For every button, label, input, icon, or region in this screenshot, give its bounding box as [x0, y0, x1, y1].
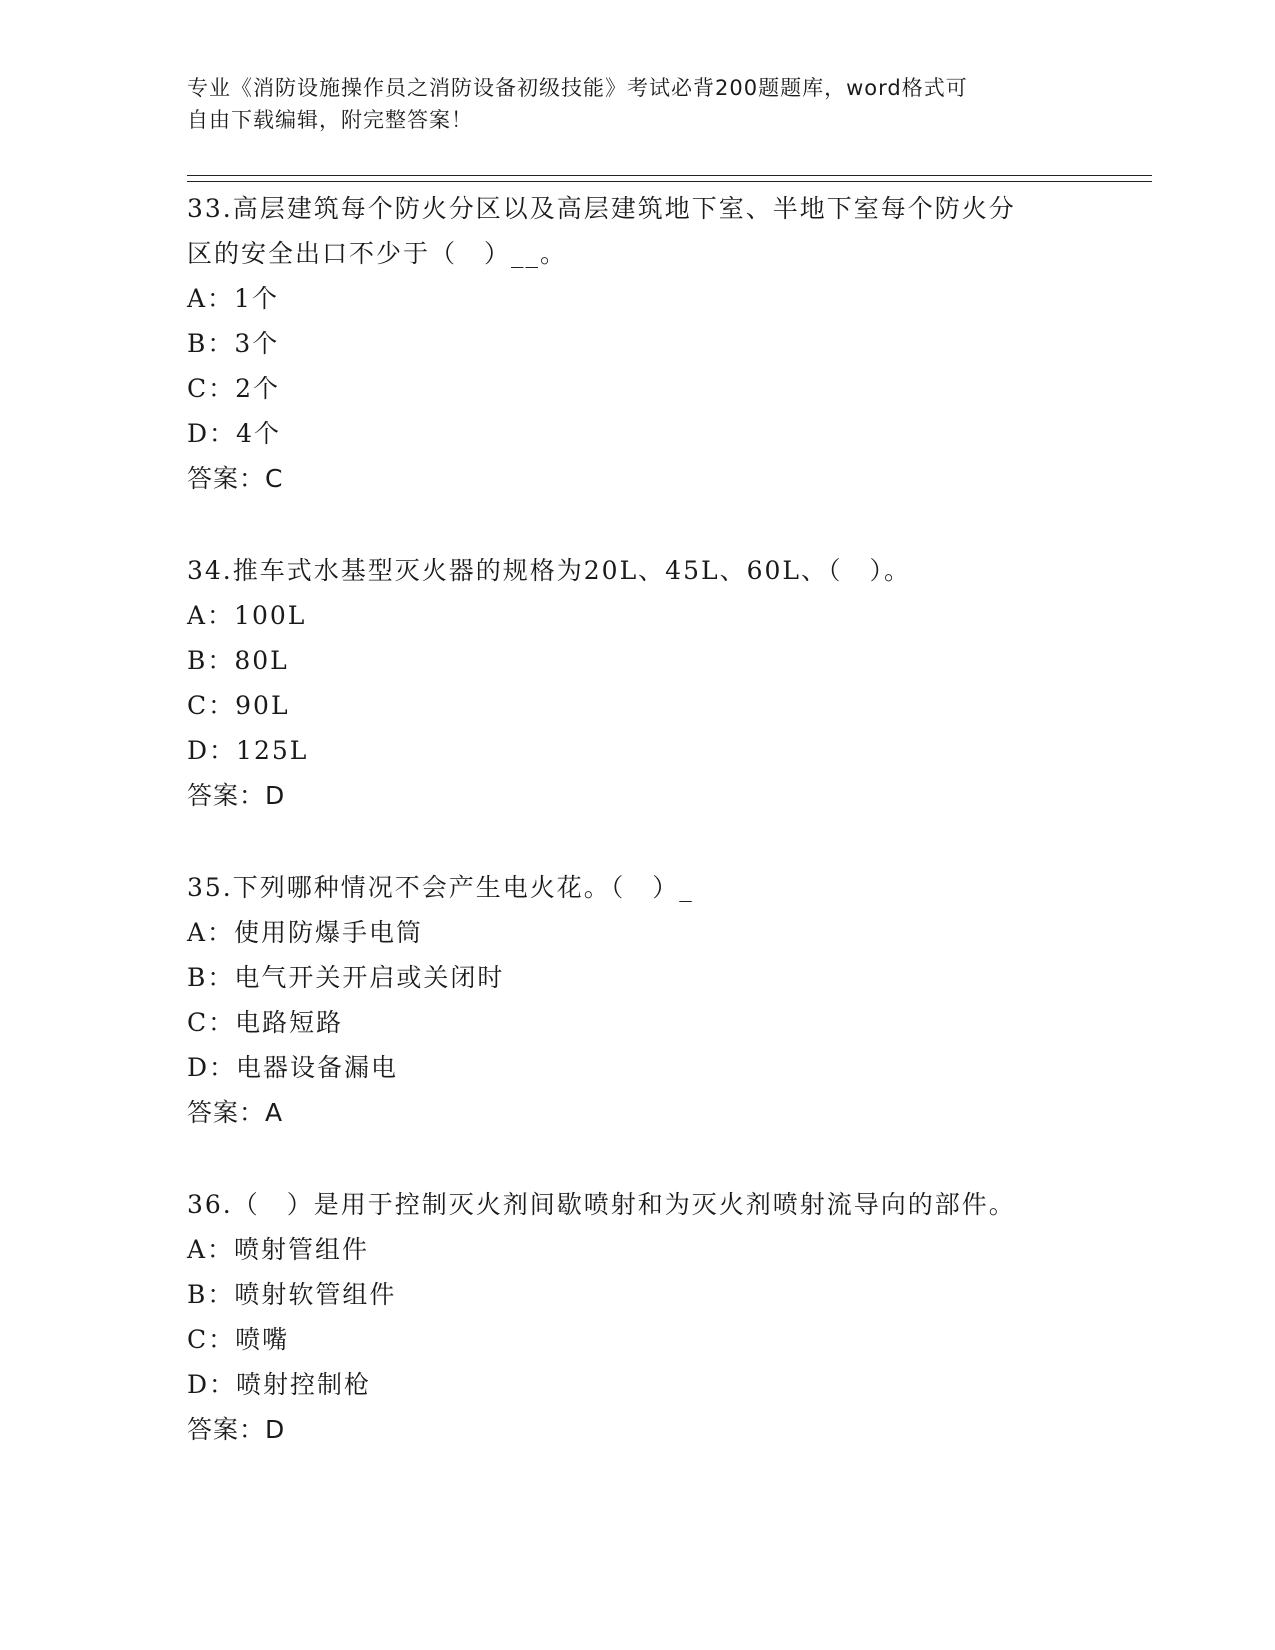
- question-spacer: [187, 1135, 1087, 1182]
- answer-text: 答案：D: [187, 781, 286, 810]
- option-c: C：喷嘴: [187, 1325, 290, 1354]
- option-a: A：100L: [187, 601, 307, 630]
- option-d: D：喷射控制枪: [187, 1370, 372, 1399]
- question-stem-line: 区的安全出口不少于（ ）__。: [187, 239, 568, 268]
- option-a: A：喷射管组件: [187, 1235, 370, 1264]
- question-36: [187, 1182, 1087, 1452]
- option-d: D：4个: [187, 419, 281, 448]
- header-divider-bottom: [187, 181, 1152, 182]
- option-c: C：2个: [187, 374, 281, 403]
- question-33: [187, 186, 1087, 501]
- header-line-2: 自由下载编辑，附完整答案！: [187, 108, 473, 132]
- option-d: D：125L: [187, 736, 309, 765]
- question-spacer: [187, 501, 1087, 548]
- option-c: C：90L: [187, 691, 290, 720]
- question-spacer: [187, 818, 1087, 865]
- question-stem-line: 35.下列哪种情况不会产生电火花。（ ）_: [187, 873, 694, 902]
- answer-text: 答案：C: [187, 464, 284, 493]
- question-stem-line: 36.（ ）是用于控制灭火剂间歇喷射和为灭火剂喷射流导向的部件。: [187, 1190, 1016, 1219]
- header-divider-top: [187, 175, 1152, 176]
- question-34: [187, 548, 1087, 818]
- question-stem-line: 34.推车式水基型灭火器的规格为20L、45L、60L、（ ）。: [187, 556, 911, 585]
- option-b: B：电气开关开启或关闭时: [187, 963, 505, 992]
- option-a: A：使用防爆手电筒: [187, 918, 424, 947]
- header-line-1: 专业《消防设施操作员之消防设备初级技能》考试必背200题题库，word格式可: [187, 76, 968, 100]
- answer-text: 答案：D: [187, 1415, 286, 1444]
- answer-text: 答案：A: [187, 1098, 284, 1127]
- option-c: C：电路短路: [187, 1008, 344, 1037]
- option-b: B：80L: [187, 646, 289, 675]
- document-header: [187, 72, 1067, 136]
- option-b: B：喷射软管组件: [187, 1280, 397, 1309]
- option-d: D：电器设备漏电: [187, 1053, 399, 1082]
- question-stem-line: 33.高层建筑每个防火分区以及高层建筑地下室、半地下室每个防火分: [187, 194, 1016, 223]
- option-b: B：3个: [187, 329, 280, 358]
- question-35: [187, 865, 1087, 1135]
- question-list: [187, 186, 1087, 1452]
- option-a: A：1个: [187, 284, 279, 313]
